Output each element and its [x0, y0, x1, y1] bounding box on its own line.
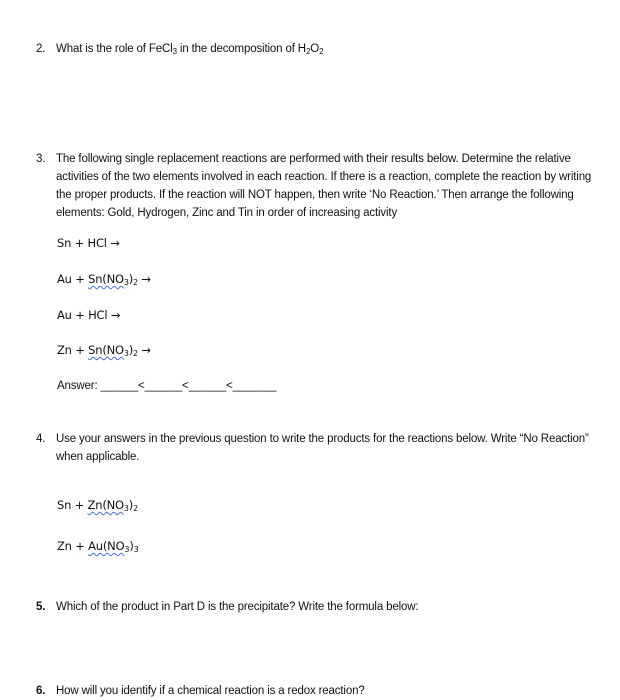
reaction-4: $Zn + Sn(NO_3)_2$ →: [57, 343, 151, 358]
arrow-icon: →: [110, 308, 121, 322]
question-3: [36, 150, 596, 222]
reaction-3: Au + HCl →: [57, 308, 121, 322]
reaction-2: $Au + Sn(NO_3)_2$ →: [57, 272, 151, 287]
question-text: How will you identify if a chemical reaction is a redox reaction?: [56, 685, 365, 697]
question-2: [36, 40, 596, 58]
question-number: 4.: [36, 433, 46, 445]
question-5: [36, 598, 596, 616]
question-text: Use your answers in the previous question to write the products for the reactions below. Write “No Reaction” when applicable.: [56, 433, 589, 463]
reaction-6: $Zn + Au(NO_3)_3$: [57, 539, 139, 554]
arrow-icon: →: [137, 272, 151, 286]
arrow-icon: →: [137, 343, 151, 357]
answer-blanks: ______<______<______<_______: [100, 380, 277, 392]
question-number: 6.: [36, 685, 46, 697]
answer-label: Answer:: [57, 380, 101, 392]
question-text: What is the role of FeCl$_3$ in the decomposition of $H_2O_2$: [56, 43, 324, 56]
answer-line: [57, 380, 276, 392]
reaction-1: Sn + HCl →: [57, 236, 120, 250]
question-number: 3.: [36, 153, 46, 165]
question-number: 2.: [36, 43, 46, 55]
reaction-5: $Sn + Zn(NO_3)_2$: [57, 498, 138, 513]
question-4: [36, 430, 596, 466]
question-text: The following single replacement reactions are performed with their results below. Determine the relative activities of the two elements involved in each reaction. If there is a reaction, complete the reaction by writing the proper products. If the reaction will NOT happen, then write ‘No Reaction.’ Then arrange the following elements: Gold, Hydrogen, Zinc and Tin in order of increasing activity: [56, 153, 592, 219]
arrow-icon: →: [110, 236, 120, 250]
question-6: [36, 682, 596, 700]
question-number: 5.: [36, 601, 46, 613]
question-text: Which of the product in Part D is the precipitate? Write the formula below:: [56, 601, 419, 613]
